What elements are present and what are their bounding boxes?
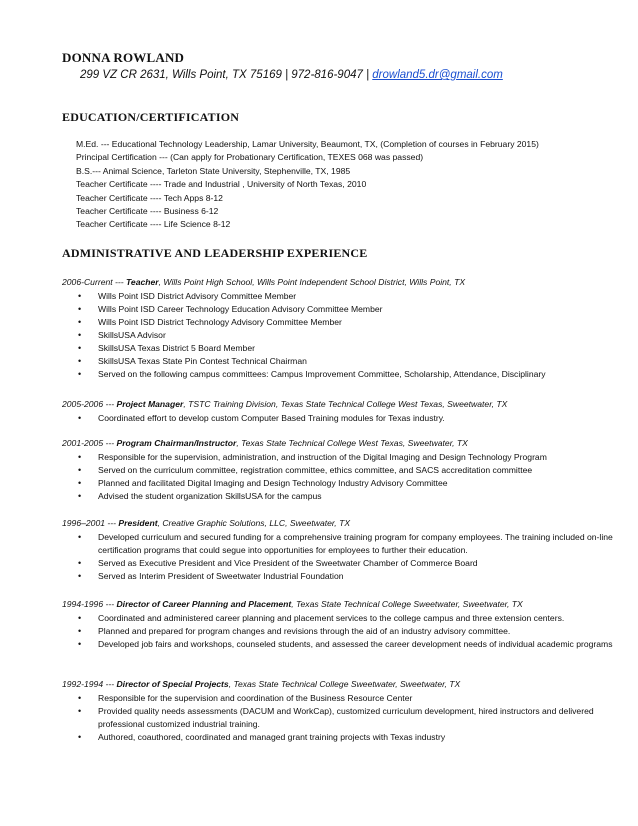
entry-bullets: [62, 612, 622, 651]
bullet-item: • Served as Interim President of Sweetwater Industrial Foundation: [62, 570, 622, 583]
bullet-item: • Served as Executive President and Vice President of the Sweetwater Chamber of Commerce Board: [62, 557, 622, 570]
entry-bullets: [62, 692, 622, 744]
entry-org: , Creative Graphic Solutions, LLC, Sweetwater, TX: [157, 518, 351, 528]
bullet-item: • Wills Point ISD District Technology Advisory Committee Member: [62, 316, 622, 329]
experience-heading: ADMINISTRATIVE AND LEADERSHIP EXPERIENCE: [62, 246, 368, 260]
entry-title: [62, 276, 622, 289]
resume-name: DONNA ROWLAND: [62, 50, 185, 65]
entry-dates: 1994-1996 ---: [62, 599, 117, 609]
bullet-item: • SkillsUSA Texas District 5 Board Member: [62, 342, 622, 355]
entry-role: Director of Career Planning and Placement: [116, 599, 292, 609]
education-line: Principal Certification --- (Can apply for Probationary Certification, TEXES 068 was passed): [76, 152, 424, 163]
bullet-item: • Developed curriculum and secured funding for a comprehensive training program for company employees. The training included on-line certification programs that could segue into opportunities for employees to further their education.: [62, 531, 622, 557]
entry-org: , Texas State Technical College West Texas, Sweetwater, TX: [236, 438, 468, 448]
bullet-item: • Developed job fairs and workshops, counseled students, and assessed the career development needs of individual academic programs: [62, 638, 622, 651]
entry-org: , TSTC Training Division, Texas State Technical College West Texas, Sweetwater, TX: [183, 399, 508, 409]
entry-bullets: [62, 531, 622, 583]
entry-org: , Texas State Technical College Sweetwater, Sweetwater, TX: [291, 599, 523, 609]
entry-dates: 1992-1994 ---: [62, 679, 117, 689]
experience-entry: [62, 517, 622, 583]
experience-entry: [62, 678, 622, 744]
bullet-item: • Wills Point ISD District Advisory Committee Member: [62, 290, 622, 303]
education-list: [76, 138, 539, 232]
entry-role: Director of Special Projects: [116, 679, 229, 689]
bullet-item: • Advised the student organization SkillsUSA for the campus: [62, 490, 622, 503]
email-link[interactable]: drowland5.dr@gmail.com: [372, 69, 503, 81]
bullet-item: • Planned and facilitated Digital Imaging and Design Technology Industry Advisory Committee: [62, 477, 622, 490]
bullet-item: • Coordinated effort to develop custom Computer Based Training modules for Texas industry.: [62, 412, 622, 425]
entry-dates: 2006-Current ---: [62, 277, 126, 287]
entry-dates: 1996–2001 ---: [62, 518, 119, 528]
education-line: Teacher Certificate ---- Life Science 8-12: [76, 219, 231, 230]
contact-address-phone: 299 VZ CR 2631, Wills Point, TX 75169 | 972-816-9047 |: [80, 69, 373, 81]
entry-role: President: [118, 518, 158, 528]
entry-title: [62, 398, 622, 411]
bullet-item: • Coordinated and administered career planning and placement services to the college campus and three extension centers.: [62, 612, 622, 625]
entry-bullets: [62, 412, 622, 425]
entry-org: , Texas State Technical College Sweetwater, Sweetwater, TX: [228, 679, 461, 689]
bullet-item: • Responsible for the supervision, administration, and instruction of the Digital Imaging and Design Technology Program: [62, 451, 622, 464]
bullet-item: • SkillsUSA Texas State Pin Contest Technical Chairman: [62, 355, 622, 368]
entry-bullets: [62, 290, 622, 381]
bullet-item: • Responsible for the supervision and coordination of the Business Resource Center: [62, 692, 622, 705]
education-heading: EDUCATION/CERTIFICATION: [62, 110, 240, 124]
education-line: M.Ed. --- Educational Technology Leadership, Lamar University, Beaumont, TX, (Completion of courses in February 2015): [76, 139, 539, 149]
entry-title: [62, 517, 622, 530]
bullet-item: • Authored, coauthored, coordinated and managed grant training projects with Texas industry: [62, 731, 622, 744]
experience-entry: [62, 598, 622, 651]
education-line: Teacher Certificate ---- Business 6-12: [76, 206, 219, 217]
contact-line: [80, 69, 503, 81]
entry-title: [62, 437, 622, 450]
education-line: Teacher Certificate ---- Trade and Industrial , University of North Texas, 2010: [76, 179, 367, 190]
entry-bullets: [62, 451, 622, 503]
entry-title: [62, 598, 622, 611]
bullet-item: • Served on the curriculum committee, registration committee, ethics committee, and SACS accreditation committee: [62, 464, 622, 477]
entry-org: , Wills Point High School, Wills Point Independent School District, Wills Point, TX: [158, 277, 466, 287]
bullet-item: • Wills Point ISD Career Technology Education Advisory Committee Member: [62, 303, 622, 316]
education-line: Teacher Certificate ---- Tech Apps 8-12: [76, 192, 223, 203]
experience-entry: [62, 398, 622, 425]
experience-entry: [62, 437, 622, 503]
entry-role: Program Chairman/Instructor: [116, 438, 237, 448]
bullet-item: • Served on the following campus committees: Campus Improvement Committee, Scholarship, Attendance, Disciplinary: [62, 368, 622, 381]
entry-role: Project Manager: [116, 399, 184, 409]
entry-title: [62, 678, 622, 691]
bullet-item: • Provided quality needs assessments (DACUM and WorkCap), customized curriculum development, hired instructors and delivered professional customized industrial training.: [62, 705, 622, 731]
experience-entry: [62, 276, 622, 381]
entry-role: Teacher: [126, 277, 159, 287]
bullet-item: • Planned and prepared for program changes and revisions through the aid of an industry advisory committee.: [62, 625, 622, 638]
entry-dates: 2001-2005 ---: [62, 438, 117, 448]
education-line: B.S.--- Animal Science, Tarleton State University, Stephenville, TX, 1985: [76, 165, 351, 176]
bullet-item: • SkillsUSA Advisor: [62, 329, 622, 342]
entry-dates: 2005-2006 ---: [62, 399, 117, 409]
